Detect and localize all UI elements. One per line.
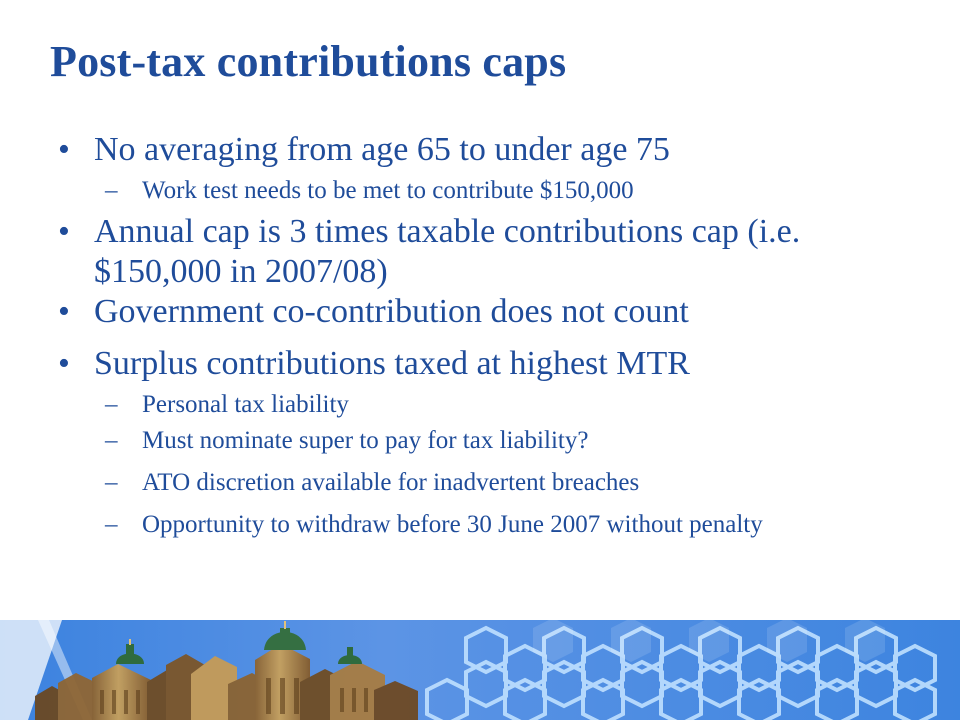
hexagon-pattern-with-building xyxy=(0,620,960,720)
subitem-text: Must nominate super to pay for tax liability? xyxy=(142,427,589,454)
subitem-marker: – xyxy=(105,511,118,538)
subitem-marker: – xyxy=(105,469,118,496)
subitem-marker: – xyxy=(105,391,118,418)
subitem-marker: – xyxy=(105,427,118,454)
subitem-marker: – xyxy=(105,177,118,204)
subitem-text: Opportunity to withdraw before 30 June 2007 without penalty xyxy=(142,511,763,538)
bullet-marker: • xyxy=(58,345,70,382)
subitem-text: ATO discretion available for inadvertent breaches xyxy=(142,469,640,496)
bullet-text: No averaging from age 65 to under age 75 xyxy=(94,131,670,168)
bullet-text: Annual cap is 3 times taxable contributions cap (i.e. $150,000 in 2007/08) xyxy=(94,213,801,290)
subitem-text: Personal tax liability xyxy=(142,391,349,418)
slide-title: Post-tax contributions caps xyxy=(50,37,567,86)
bullet-marker: • xyxy=(58,293,70,330)
bullet-item-annual-cap xyxy=(0,212,960,296)
subitem-must-nominate-super xyxy=(0,426,960,458)
bullet-marker: • xyxy=(58,131,70,168)
subitem-text: Work test needs to be met to contribute $150,000 xyxy=(142,177,634,204)
subitem-work-test xyxy=(0,176,960,208)
bullet-item-government-co-contribution xyxy=(0,292,960,336)
subitem-opportunity-to-withdraw xyxy=(0,510,960,572)
footer-banner xyxy=(0,620,960,720)
bullet-item-surplus-contributions xyxy=(0,344,960,388)
bullet-text: Surplus contributions taxed at highest MTR xyxy=(94,345,690,382)
subitem-ato-discretion xyxy=(0,468,960,500)
bullet-item-no-averaging xyxy=(0,130,960,174)
bullet-text: Government co-contribution does not count xyxy=(94,293,689,330)
bullet-marker: • xyxy=(58,213,70,250)
subitem-personal-tax-liability xyxy=(0,390,960,422)
